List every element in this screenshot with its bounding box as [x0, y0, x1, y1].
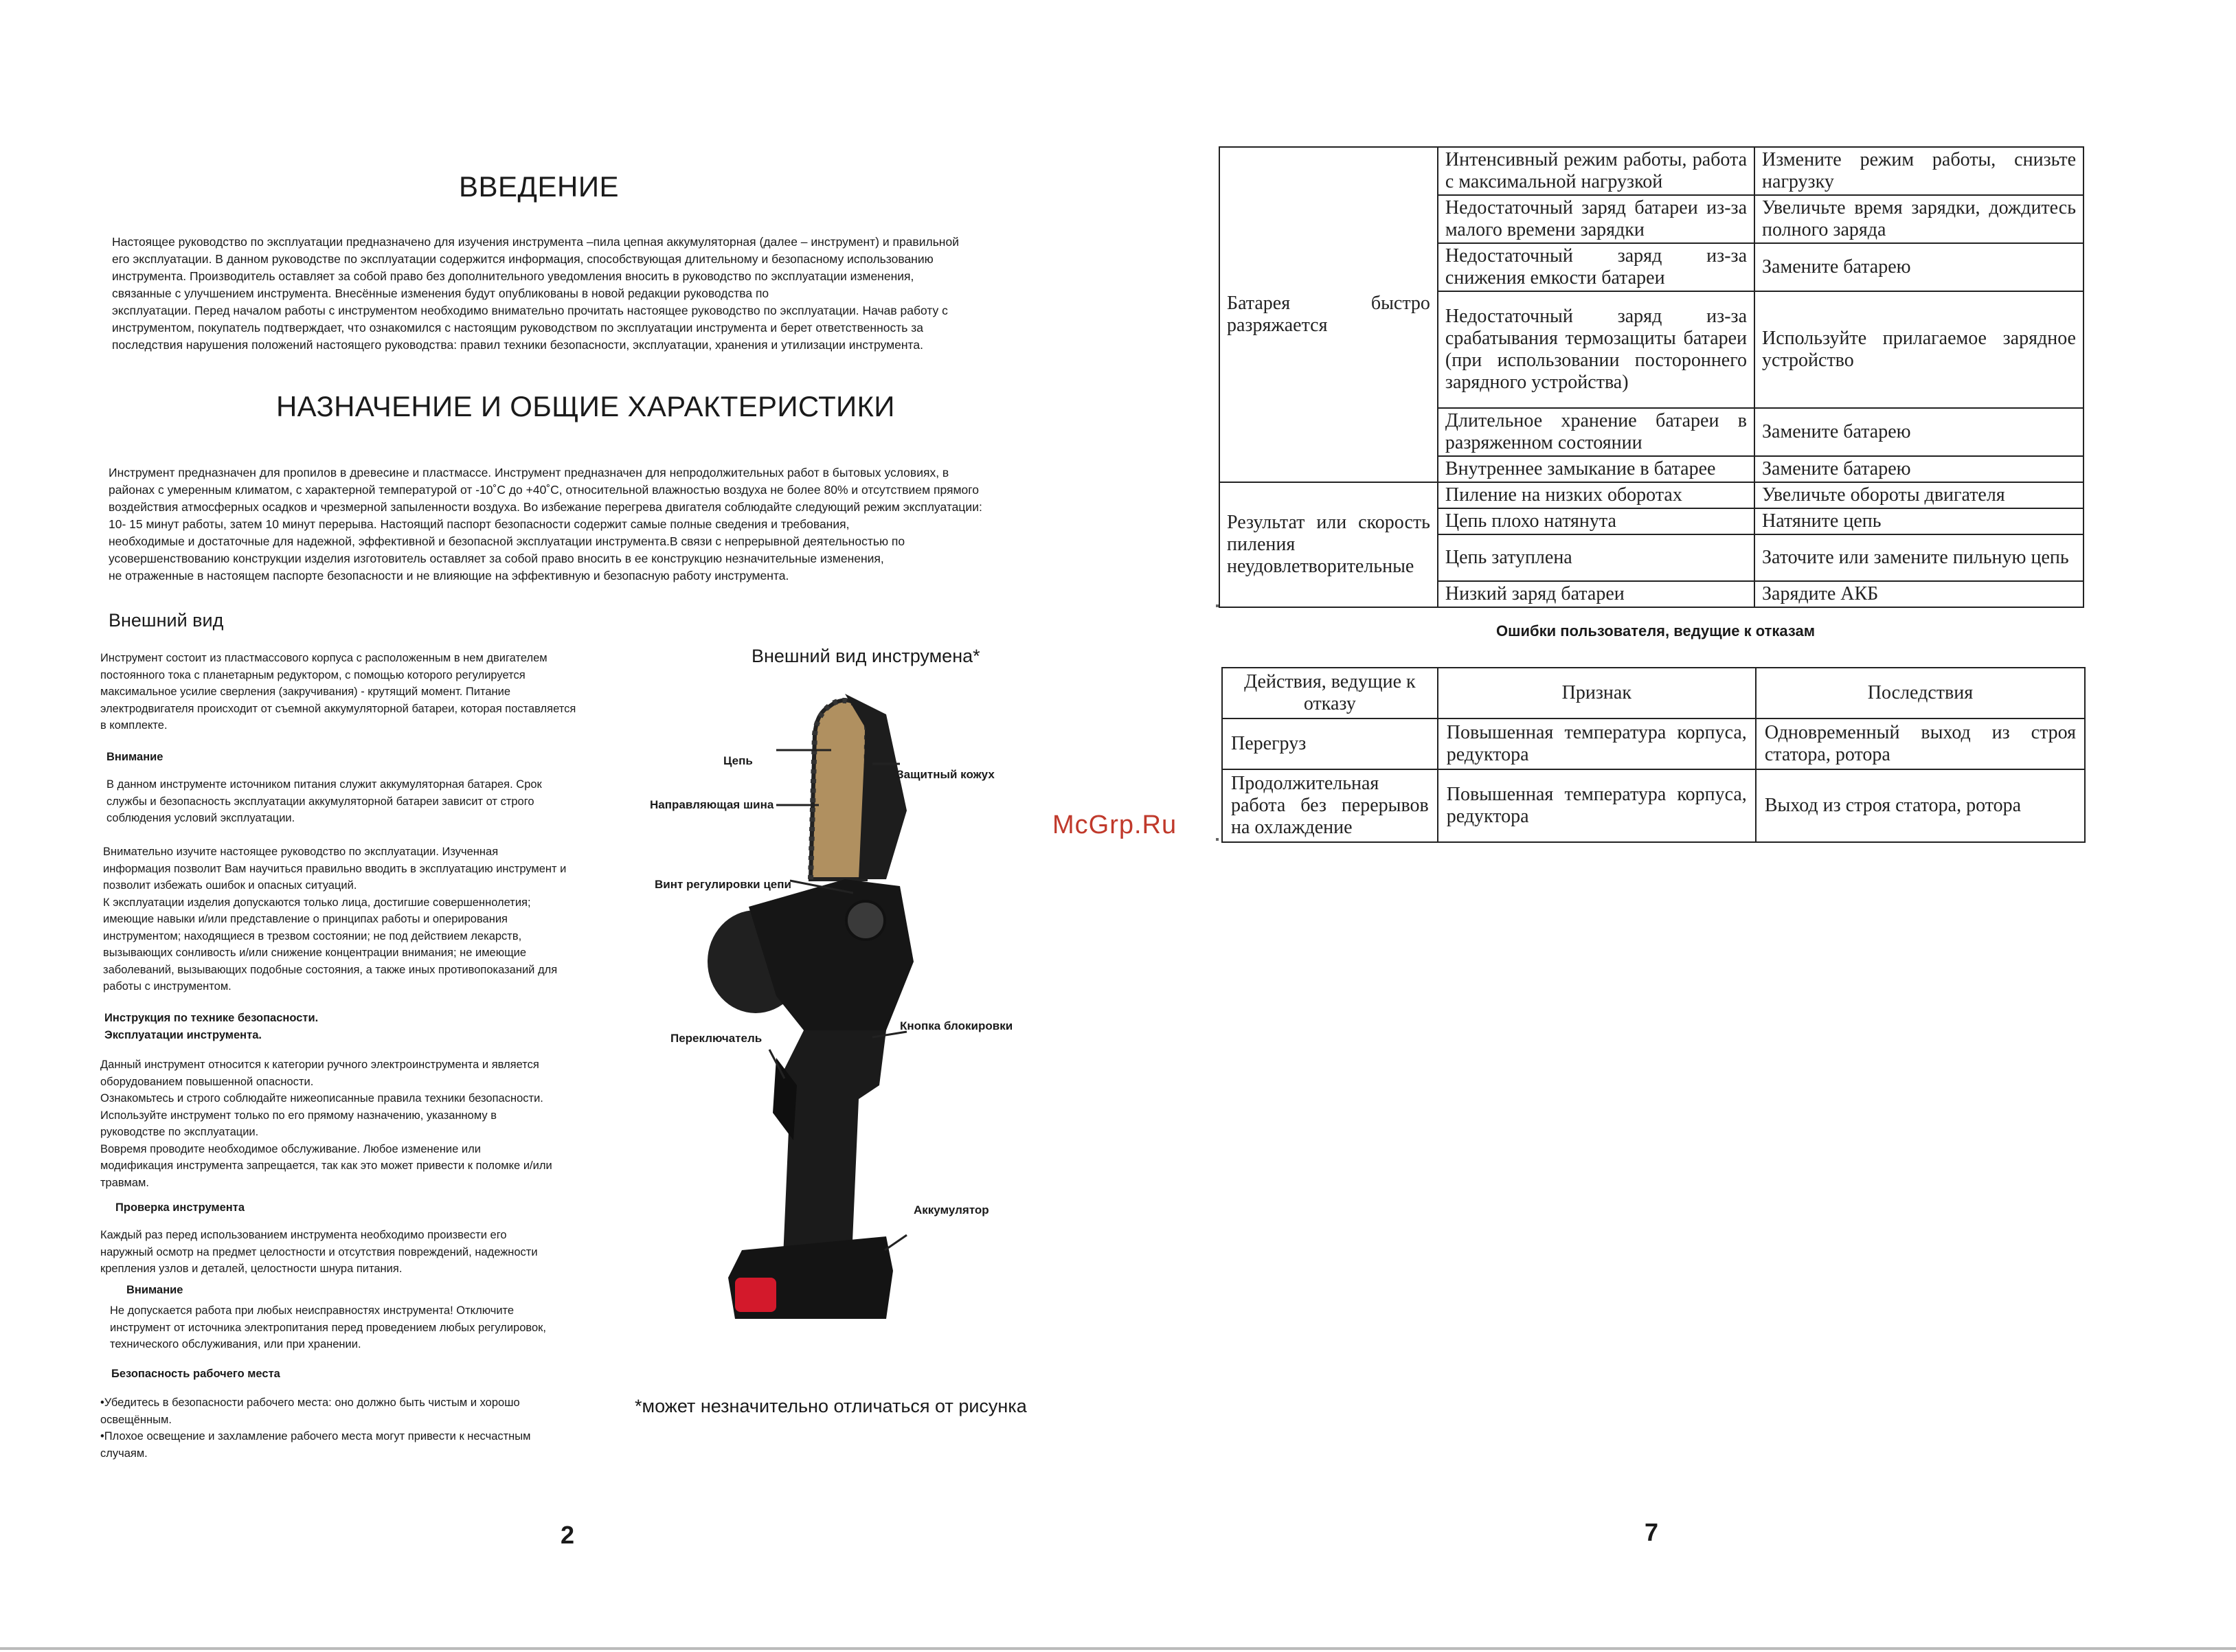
- remedy-cell: Измените режим работы, снизьте нагрузку: [1754, 147, 2083, 195]
- header-consequences: Последствия: [1756, 668, 2085, 718]
- figure-note: *может незначительно отличаться от рисунка: [635, 1396, 1027, 1416]
- safety-line: Ознакомьтесь и строго соблюдайте нижеописанные правила техники безопасности.: [100, 1092, 543, 1105]
- workplace-line: случаям.: [100, 1447, 148, 1460]
- user-errors-table: [1221, 667, 2086, 843]
- guide-bar: [811, 700, 867, 879]
- safety-line: модификация инструмента запрещается, так как это может привести к поломке и/или: [100, 1159, 552, 1172]
- study-line: Внимательно изучите настоящее руководство по эксплуатации. Изученная: [103, 846, 499, 858]
- intro-line: эксплуатации. Перед началом работы с инструментом необходимо внимательно прочитать настоящее руководство по эксплуатации. Начав работу с: [112, 304, 948, 317]
- appearance-line: максимальное усилие сверления (закручивания) - крутящий момент. Питание: [100, 686, 511, 698]
- workplace-text: [100, 1394, 581, 1462]
- purpose-line: не отраженные в настоящем паспорте безопасности и не влияющие на эффективную и безопасную работу инструмента.: [109, 569, 789, 582]
- user-errors-caption: Ошибки пользователя, ведущие к отказам: [1496, 622, 1816, 640]
- table-row: [1219, 147, 2083, 195]
- purpose-paragraph: [109, 464, 1070, 585]
- remedy-cell: Замените батарею: [1754, 243, 2083, 291]
- intro-line: связанные с улучшением инструмента. Внесённые изменения будут опубликованы в новой редакции руководства по: [112, 286, 769, 300]
- cause-cell: Недостаточный заряд из-за снижения емкости батареи: [1438, 243, 1754, 291]
- remedy-cell: Увеличьте время зарядки, дождитесь полного заряда: [1754, 195, 2083, 243]
- callout-chain: Цепь: [723, 754, 753, 767]
- intro-heading: ВВЕДЕНИЕ: [459, 170, 620, 203]
- callout-guard: Защитный кожух: [896, 768, 995, 781]
- safety-line: оборудованием повышенной опасности.: [100, 1075, 314, 1088]
- study-line: инструментом; находящиеся в трезвом состоянии; не под действием лекарств,: [103, 929, 522, 942]
- page-number-left: 2: [561, 1521, 575, 1549]
- attention-line: соблюдения условий эксплуатации.: [106, 812, 295, 824]
- table-cell: Одновременный выход из строя статора, ротора: [1756, 718, 2085, 769]
- purpose-line: усовершенствованию конструкции изделия изготовитель оставляет за собой право вносить в ее конструкцию незначительные изменения,: [109, 552, 884, 565]
- attention-line: В данном инструменте источником питания служит аккумуляторная батарея. Срок: [106, 778, 542, 791]
- appearance-line: в комплекте.: [100, 719, 168, 732]
- remedy-cell: Натяните цепь: [1754, 508, 2083, 534]
- cause-cell: Длительное хранение батареи в разряженном состоянии: [1438, 408, 1754, 456]
- safety-line: руководстве по эксплуатации.: [100, 1126, 259, 1138]
- intro-line: последствия нарушения положений настоящего руководства: правил техники безопасности, эксплуатации, хранения и утилизации инструмента.: [112, 338, 923, 352]
- study-line: К эксплуатации изделия допускаются только лица, достигшие совершеннолетия;: [103, 896, 531, 909]
- attention2-line: Не допускается работа при любых неисправностях инструмента! Отключите: [110, 1304, 515, 1317]
- remedy-cell: Увеличьте обороты двигателя: [1754, 482, 2083, 508]
- table-row: [1222, 769, 2085, 842]
- attention2-text: [110, 1302, 591, 1353]
- workplace-line: освещённым.: [100, 1413, 172, 1426]
- check-line: Каждый раз перед использованием инструмента необходимо произвести его: [100, 1229, 507, 1241]
- appearance-line: постоянного тока с планетарным редуктором, с помощью которого регулируется: [100, 668, 526, 681]
- intro-paragraph: [112, 234, 1053, 354]
- study-text: [103, 844, 584, 995]
- safety-line: Данный инструмент относится к категории ручного электроинструмента и является: [100, 1059, 539, 1071]
- page-mark: [1216, 604, 1219, 607]
- page-number-right: 7: [1645, 1518, 1659, 1546]
- cause-cell: Недостаточный заряд батареи из-за малого времени зарядки: [1438, 195, 1754, 243]
- check-line: крепления узлов и деталей, целостности шнура питания.: [100, 1263, 403, 1275]
- problem-cell: Батарея быстро разряжается: [1219, 147, 1438, 482]
- battery-troubleshooting-table: [1219, 146, 2084, 608]
- callout-battery: Аккумулятор: [914, 1203, 989, 1217]
- attention-line: службы и безопасность эксплуатации аккумуляторной батареи зависит от строго: [106, 795, 534, 808]
- study-line: заболеваний, вызывающих подобные состояния, а также иных противопоказаний для: [103, 963, 558, 976]
- cause-cell: Пиление на низких оборотах: [1438, 482, 1754, 508]
- tension-screw: [846, 901, 885, 940]
- purpose-line: необходимые и достаточные для надежной, эффективной и безопасной эксплуатации инструмента.В связи с непрерывной деятельностью по: [109, 534, 905, 548]
- table-cell: Выход из строя статора, ротора: [1756, 769, 2085, 842]
- appearance-text: [100, 650, 581, 734]
- purpose-heading: НАЗНАЧЕНИЕ И ОБЩИЕ ХАРАКТЕРИСТИКИ: [276, 390, 895, 422]
- header-actions: Действия, ведущие к отказу: [1222, 668, 1438, 718]
- study-line: работы с инструментом.: [103, 980, 231, 993]
- page-mark: [1216, 838, 1219, 841]
- intro-line: Настоящее руководство по эксплуатации предназначено для изучения инструмента –пила цепная аккумуляторная (далее – инструмент) и правильной: [112, 235, 959, 249]
- purpose-line: Инструмент предназначен для пропилов в древесине и пластмассе. Инструмент предназначен для непродолжительных работ в бытовых условиях, в: [109, 466, 949, 479]
- safety-line: Используйте инструмент только по его прямому назначению, указанному в: [100, 1109, 497, 1122]
- workplace-heading: Безопасность рабочего места: [111, 1368, 280, 1380]
- purpose-line: районах с умеренным климатом, с характерной температурой от -10˚С до +40˚С, относительной влажностью воздуха не более 80% и отсутствием прямого: [109, 483, 979, 497]
- remedy-cell: Замените батарею: [1754, 456, 2083, 482]
- table-cell: Перегруз: [1222, 718, 1438, 769]
- safety-text: [100, 1056, 581, 1191]
- check-heading: Проверка инструмента: [115, 1201, 245, 1214]
- bottom-rule: [0, 1647, 2236, 1650]
- study-line: имеющие навыки и/или представление о принципах работы и оперирования: [103, 913, 508, 925]
- safety-line: травмам.: [100, 1176, 149, 1189]
- purpose-line: воздействия атмосферных осадков и чрезмерной запыленности воздуха. Во избежание перегрева двигателя соблюдайте следующий режим эксплуатации:: [109, 500, 982, 514]
- callout-lock-button: Кнопка блокировки: [900, 1019, 1013, 1032]
- attention-heading: Внимание: [106, 751, 163, 763]
- remedy-cell: Зарядите АКБ: [1754, 581, 2083, 607]
- problem-cell: Результат или скорость пиления неудовлетворительные: [1219, 482, 1438, 607]
- check-line: наружный осмотр на предмет целостности и отсутствия повреждений, надежности: [100, 1245, 538, 1258]
- cause-cell: Интенсивный режим работы, работа с максимальной нагрузкой: [1438, 147, 1754, 195]
- callout-bar: Направляющая шина: [650, 798, 774, 811]
- table-row: [1222, 718, 2085, 769]
- header-symptom: Признак: [1438, 668, 1756, 718]
- workplace-line: •Плохое освещение и захламление рабочего места могут привести к несчастным: [100, 1430, 531, 1442]
- callout-switch: Переключатель: [670, 1032, 763, 1045]
- table-cell: Повышенная температура корпуса, редуктора: [1438, 718, 1756, 769]
- attention-text: [106, 776, 587, 827]
- check-text: [100, 1227, 581, 1278]
- cause-cell: Внутреннее замыкание в батарее: [1438, 456, 1754, 482]
- study-line: информация позволит Вам научиться правильно вводить в эксплуатацию инструмент и: [103, 862, 567, 875]
- study-line: позволит избежать ошибок и опасных ситуаций.: [103, 879, 357, 892]
- purpose-line: 10- 15 минут работы, затем 10 минут перерыва. Настоящий паспорт безопасности содержит самые полные сведения и требования,: [109, 517, 850, 531]
- cause-cell: Цепь затуплена: [1438, 534, 1754, 581]
- handle: [776, 1030, 886, 1257]
- table-cell: Продолжительная работа без перерывов на охлаждение: [1222, 769, 1438, 842]
- table-cell: Повышенная температура корпуса, редуктора: [1438, 769, 1756, 842]
- attention2-line: инструмент от источника электропитания перед проведением любых регулировок,: [110, 1321, 546, 1334]
- appearance-line: Инструмент состоит из пластмассового корпуса с расположенным в нем двигателем: [100, 652, 547, 664]
- cause-cell: Недостаточный заряд из-за срабатывания термозащиты батареи (при использовании постороннего зарядного устройства): [1438, 291, 1754, 408]
- attention2-line: технического обслуживания, или при хранении.: [110, 1338, 361, 1350]
- appearance-line: электродвигателя происходит от съемной аккумуляторной батареи, которая поставляется: [100, 702, 576, 715]
- remedy-cell: Замените батарею: [1754, 408, 2083, 456]
- watermark: McGrp.Ru: [1052, 811, 1177, 839]
- intro-line: инструментом, покупатель подтверждает, что ознакомился с настоящим руководством по эксплуатации инструмента и берет ответственность за: [112, 321, 923, 335]
- remedy-cell: Используйте прилагаемое зарядное устройство: [1754, 291, 2083, 408]
- cause-cell: Низкий заряд батареи: [1438, 581, 1754, 607]
- safety-heading-2: Эксплуатации инструмента.: [104, 1029, 262, 1041]
- study-line: вызывающих сонливость и/или снижение концентрации внимания; не имеющие: [103, 947, 527, 959]
- table-header-row: [1222, 668, 2085, 718]
- intro-line: его эксплуатации. В данном руководстве по эксплуатации содержится информация, способствующая длительному и безопасному использованию: [112, 252, 934, 266]
- appearance-heading: Внешний вид: [109, 610, 224, 631]
- callout-tension-screw: Винт регулировки цепи: [655, 878, 791, 891]
- cause-cell: Цепь плохо натянута: [1438, 508, 1754, 534]
- table-row: [1219, 482, 2083, 508]
- remedy-cell: Заточите или замените пильную цепь: [1754, 534, 2083, 581]
- figure-title: Внешний вид инструмена*: [752, 646, 980, 666]
- chainsaw-illustration: [639, 673, 1079, 1319]
- intro-line: инструмента. Производитель оставляет за собой право без дополнительного уведомления вносить в руководство по эксплуатации изменения,: [112, 269, 914, 283]
- workplace-line: •Убедитесь в безопасности рабочего места: оно должно быть чистым и хорошо: [100, 1396, 520, 1409]
- battery-release-button: [735, 1278, 776, 1312]
- attention2-heading: Внимание: [126, 1284, 183, 1296]
- safety-line: Вовремя проводите необходимое обслуживание. Любое изменение или: [100, 1142, 481, 1155]
- safety-heading-1: Инструкция по технике безопасности.: [104, 1012, 319, 1024]
